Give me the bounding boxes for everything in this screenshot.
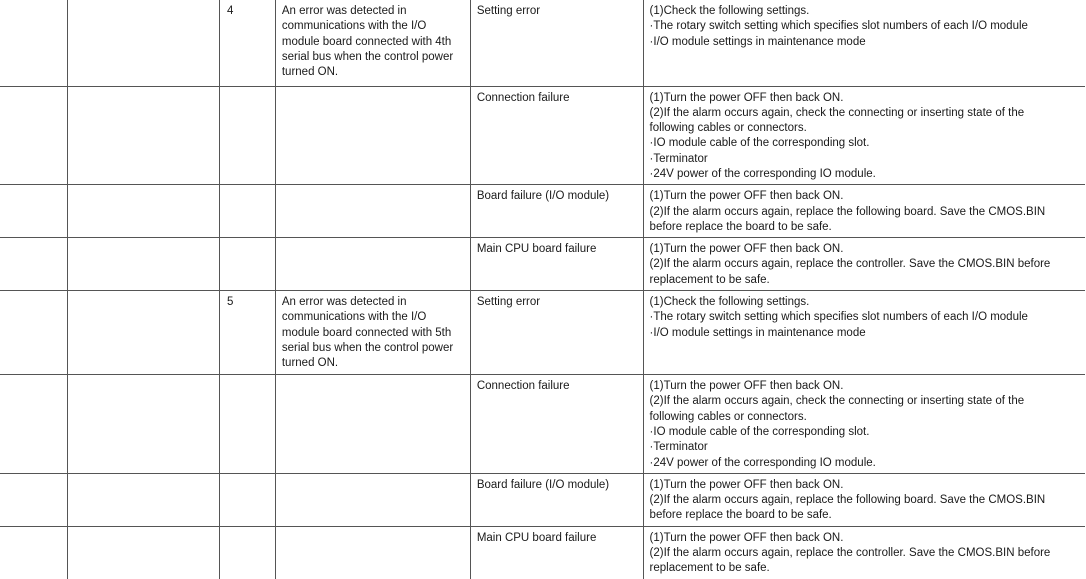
remedy-line: following cables or connectors.	[649, 122, 807, 135]
description-line: communications with the I/O	[281, 311, 427, 324]
remedy-line: (1)Turn the power OFF then back ON.	[649, 380, 844, 393]
cause-text: Main CPU board failure	[476, 531, 597, 544]
description-cell	[275, 238, 470, 291]
remedy-cell	[643, 86, 1085, 185]
table-row	[0, 526, 1085, 578]
description-cell	[275, 86, 470, 185]
description-line: communications with the I/O	[281, 20, 427, 33]
alarm-number-cell	[219, 473, 275, 526]
blank-cell	[0, 473, 68, 526]
cause-text: Main CPU board failure	[476, 243, 597, 256]
remedy-line: ·IO module cable of the corresponding slot.	[649, 137, 870, 150]
table-row	[0, 291, 1085, 375]
blank-cell	[68, 526, 220, 578]
description-cell	[275, 0, 470, 86]
remedy-line: ·Terminator	[649, 441, 708, 454]
description-cell	[275, 473, 470, 526]
remedy-line: (2)If the alarm occurs again, replace the following board. Save the CMOS.BIN	[649, 494, 1046, 507]
remedy-line: (1)Turn the power OFF then back ON.	[649, 190, 844, 203]
description-cell	[275, 291, 470, 375]
description-line: turned ON.	[281, 357, 339, 370]
remedy-cell	[643, 291, 1085, 375]
table-row	[0, 375, 1085, 474]
blank-cell	[0, 86, 68, 185]
table-row	[0, 473, 1085, 526]
remedy-cell	[643, 526, 1085, 578]
cause-text: Connection failure	[476, 91, 570, 104]
table-row	[0, 86, 1085, 185]
cause-cell	[470, 86, 643, 185]
description-line: module board connected with 4th	[281, 35, 452, 48]
cause-cell	[470, 291, 643, 375]
remedy-line: ·Terminator	[649, 152, 708, 165]
description-line: serial bus when the control power	[281, 341, 454, 354]
blank-cell	[0, 291, 68, 375]
cause-cell	[470, 375, 643, 474]
remedy-cell	[643, 0, 1085, 86]
table-row	[0, 185, 1085, 238]
remedy-line: ·I/O module settings in maintenance mode	[649, 35, 866, 48]
cause-text: Connection failure	[476, 380, 570, 393]
blank-cell	[68, 86, 220, 185]
remedy-line: (2)If the alarm occurs again, check the connecting or inserting state of the	[649, 106, 1025, 119]
remedy-line: (2)If the alarm occurs again, replace the following board. Save the CMOS.BIN	[649, 205, 1046, 218]
alarm-number-cell	[219, 238, 275, 291]
remedy-line: (1)Turn the power OFF then back ON.	[649, 243, 844, 256]
remedy-line: replacement to be safe.	[649, 273, 770, 286]
alarm-number-cell	[219, 375, 275, 474]
cause-cell	[470, 526, 643, 578]
remedy-line: ·IO module cable of the corresponding slot.	[649, 425, 870, 438]
table-row	[0, 238, 1085, 291]
remedy-line: before replace the board to be safe.	[649, 509, 832, 522]
blank-cell	[0, 185, 68, 238]
description-cell	[275, 375, 470, 474]
blank-cell	[68, 291, 220, 375]
remedy-line: before replace the board to be safe.	[649, 220, 832, 233]
remedy-line: (1)Turn the power OFF then back ON.	[649, 531, 844, 544]
alarm-number-cell	[219, 86, 275, 185]
remedy-cell	[643, 375, 1085, 474]
remedy-line: ·24V power of the corresponding IO module.	[649, 456, 876, 469]
description-line: An error was detected in	[281, 296, 407, 309]
remedy-line: (1)Turn the power OFF then back ON.	[649, 478, 844, 491]
table-row	[0, 0, 1085, 86]
remedy-line: ·24V power of the corresponding IO module.	[649, 167, 876, 180]
remedy-line: replacement to be safe.	[649, 562, 770, 575]
remedy-line: (1)Turn the power OFF then back ON.	[649, 91, 844, 104]
description-line: An error was detected in	[281, 5, 407, 17]
remedy-line: ·The rotary switch setting which specifies slot numbers of each I/O module	[649, 311, 1028, 324]
cause-text: Setting error	[476, 296, 541, 309]
blank-cell	[0, 526, 68, 578]
description-cell	[275, 185, 470, 238]
blank-cell	[68, 185, 220, 238]
cause-text: Setting error	[476, 5, 541, 17]
remedy-cell	[643, 185, 1085, 238]
blank-cell	[68, 238, 220, 291]
cause-cell	[470, 473, 643, 526]
cause-cell	[470, 0, 643, 86]
blank-cell	[68, 0, 220, 86]
description-line: turned ON.	[281, 66, 339, 79]
alarm-number: 4	[226, 5, 234, 17]
remedy-cell	[643, 238, 1085, 291]
description-line: serial bus when the control power	[281, 50, 454, 63]
blank-cell	[68, 473, 220, 526]
blank-cell	[0, 0, 68, 86]
remedy-line: (2)If the alarm occurs again, check the connecting or inserting state of the	[649, 395, 1025, 408]
alarm-number-cell	[219, 185, 275, 238]
alarm-number-cell	[219, 291, 275, 375]
blank-cell	[0, 238, 68, 291]
alarm-number-cell	[219, 526, 275, 578]
blank-cell	[68, 375, 220, 474]
remedy-line: following cables or connectors.	[649, 410, 807, 423]
remedy-line: (2)If the alarm occurs again, replace the controller. Save the CMOS.BIN before	[649, 258, 1051, 271]
remedy-cell	[643, 473, 1085, 526]
remedy-line: (1)Check the following settings.	[649, 5, 810, 17]
remedy-line: ·The rotary switch setting which specifies slot numbers of each I/O module	[649, 20, 1028, 33]
remedy-line: (2)If the alarm occurs again, replace the controller. Save the CMOS.BIN before	[649, 547, 1051, 560]
description-cell	[275, 526, 470, 578]
remedy-line: ·I/O module settings in maintenance mode	[649, 326, 866, 339]
cause-text: Board failure (I/O module)	[476, 478, 610, 491]
cause-text: Board failure (I/O module)	[476, 190, 610, 203]
description-line: module board connected with 5th	[281, 326, 452, 339]
alarm-number: 5	[226, 296, 234, 309]
cause-cell	[470, 238, 643, 291]
remedy-line: (1)Check the following settings.	[649, 296, 810, 309]
blank-cell	[0, 375, 68, 474]
alarm-number-cell	[219, 0, 275, 86]
cause-cell	[470, 185, 643, 238]
